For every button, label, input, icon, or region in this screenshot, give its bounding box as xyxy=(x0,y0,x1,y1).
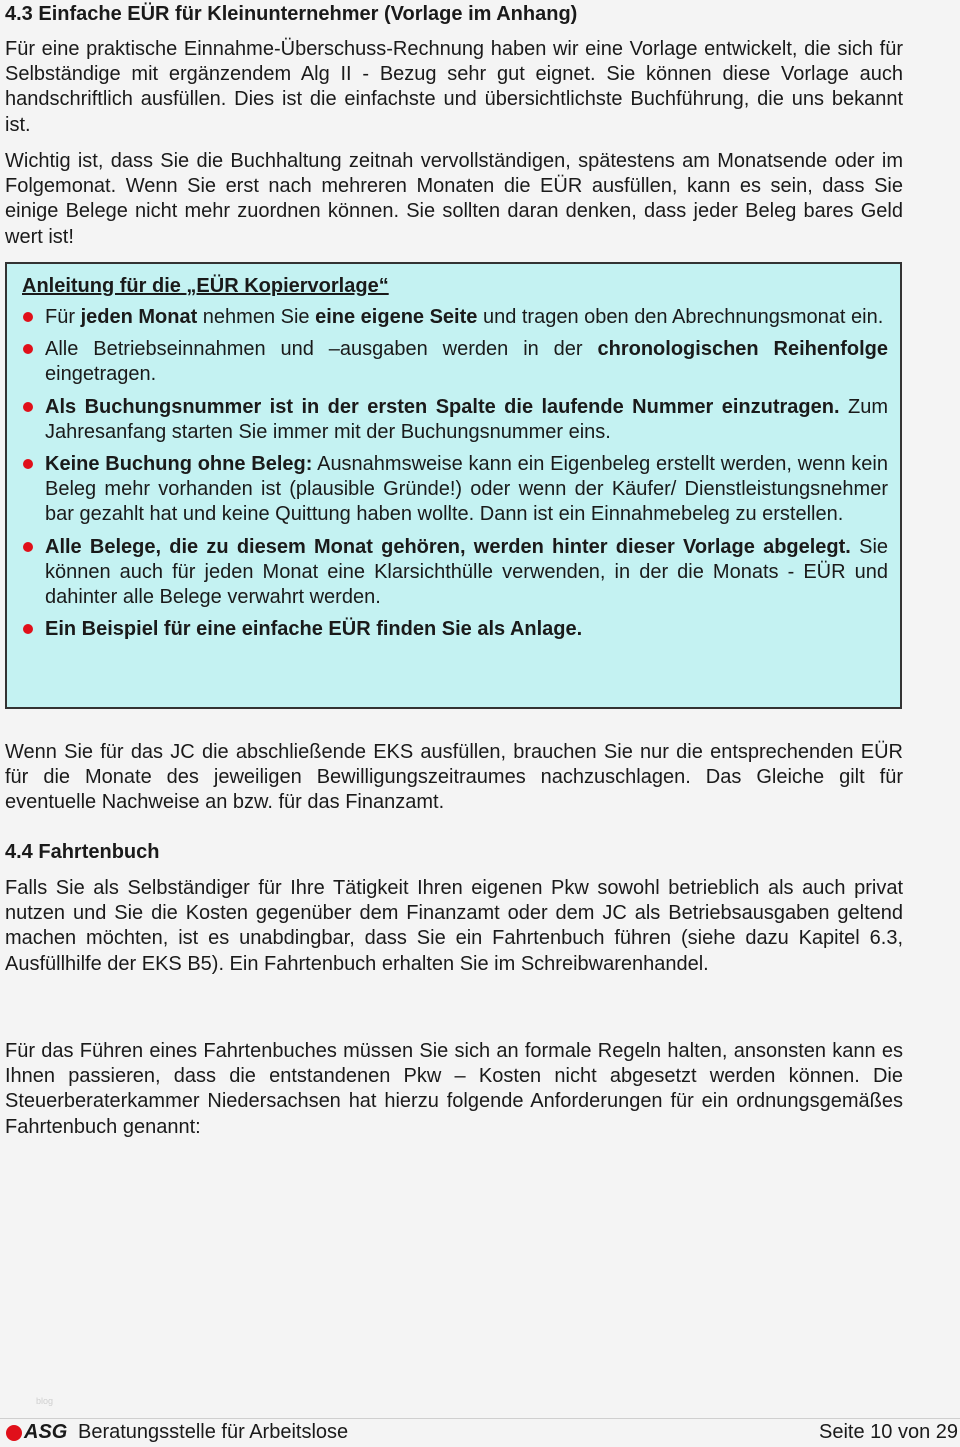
paragraph-eur-intro: Für eine praktische Einnahme-Überschuss-Rechnung haben wir eine Vorlage entwickelt, die sich für Selbständige mit ergänzendem Alg II - Bezug sehr gut eignet. Sie können diese Vorlage auch handschriftlich ausfüllen. Dies ist die einfachste und übersichtlichste Buchführung, die uns bekannt ist. xyxy=(5,38,903,136)
list-item-text: Für xyxy=(45,306,81,328)
watermark-text: blog xyxy=(36,1396,54,1406)
list-item xyxy=(7,535,900,611)
list-item xyxy=(7,395,900,445)
paragraph-eur-timing: Wichtig ist, dass Sie die Buchhaltung zeitnah vervollständigen, spätestens am Monatsende oder im Folgemonat. Wenn Sie erst nach mehreren Monaten die EÜR ausfüllen, kann es sein, dass Sie einige Belege nicht mehr zuordnen können. Sie sollten daran denken, dass jeder Beleg bares Geld wert ist! xyxy=(5,150,903,248)
page-footer xyxy=(0,1420,960,1447)
instruction-box xyxy=(5,262,902,709)
list-item xyxy=(7,305,900,330)
list-item-text: Ausnahmsweise kann ein Eigenbeleg erstellt werden, wenn kein Beleg mehr vorhanden ist (plausible Gründe!) oder wenn der Käufer/ Dienstleistungsnehmer bar gezahlt hat und keine Quittung haben wollte. Dann ist ein Einnahmebeleg zu erstellen. xyxy=(45,453,888,526)
bullet-icon xyxy=(23,624,33,634)
list-item-bold-text: chronologischen Reihenfolge xyxy=(597,338,888,361)
list-item-bold-text: Alle Belege, die zu diesem Monat gehören, werden hinter dieser Vorlage abgelegt. xyxy=(45,535,851,558)
page-number: Seite 10 von 29 xyxy=(819,1421,958,1443)
bullet-icon xyxy=(23,542,33,552)
brand-dot-icon xyxy=(6,1425,22,1441)
footer-brand: ASG xyxy=(24,1421,68,1443)
paragraph-fahrtenbuch-intro: Falls Sie als Selbständiger für Ihre Tätigkeit Ihren eigenen Pkw sowohl betrieblich als auch privat nutzen und Sie die Kosten gegenüber dem Finanzamt oder dem JC als Betriebsausgaben geltend machen möchten, ist es unabdingbar, dass Sie ein Fahrtenbuch führen (siehe dazu Kapitel 6.3, Ausfüllhilfe der EKS B5). Ein Fahrtenbuch erhalten Sie im Schreibwarenhandel. xyxy=(5,877,903,975)
list-item xyxy=(7,617,900,642)
list-item-bold-text: Ein Beispiel für eine einfache EÜR finden Sie als Anlage. xyxy=(45,618,583,641)
paragraph-fahrtenbuch-rules: Für das Führen eines Fahrtenbuches müssen Sie sich an formale Regeln halten, ansonsten kann es Ihnen passieren, dass die entstandenen Pkw – Kosten nicht abgesetzt werden können. Die Steuerberaterkammer Niedersachsen hat hierzu folgende Anforderungen für ein ordnungsgemäßes Fahrtenbuch genannt: xyxy=(5,1040,903,1138)
footer-divider xyxy=(0,1418,960,1419)
section-heading-fahrtenbuch: 4.4 Fahrtenbuch xyxy=(5,841,160,863)
list-item-text: und tragen oben den Abrechnungsmonat ein. xyxy=(477,306,884,328)
list-item-bold-text: Als Buchungsnummer ist in der ersten Spalte die laufende Nummer einzutragen. xyxy=(45,395,840,418)
bullet-icon xyxy=(23,402,33,412)
list-item-text: Zum Jahresanfang starten Sie immer mit der Buchungsnummer eins. xyxy=(45,395,889,443)
list-item-text: Alle Betriebseinnahmen und –ausgaben werden in der xyxy=(45,338,598,361)
bullet-icon xyxy=(23,459,33,469)
list-item xyxy=(7,452,900,528)
list-item-text: Sie können auch für jeden Monat eine Klarsichthülle verwenden, in der die Monats - EÜR und dahinter alle Belege verwahrt werden. xyxy=(45,535,889,609)
list-item-text: eingetragen. xyxy=(45,363,157,386)
bullet-icon xyxy=(23,312,33,322)
instruction-list xyxy=(7,305,900,649)
section-heading-eur: 4.3 Einfache EÜR für Kleinunternehmer (Vorlage im Anhang) xyxy=(5,3,578,25)
footer-organization: Beratungsstelle für Arbeitslose xyxy=(78,1421,349,1443)
list-item-text: nehmen Sie xyxy=(197,306,316,328)
list-item-bold-text: eine eigene Seite xyxy=(315,306,478,328)
list-item xyxy=(7,337,900,387)
instruction-box-title: Anleitung für die „EÜR Kopiervorlage“ xyxy=(22,275,389,297)
list-item-bold-text: jeden Monat xyxy=(80,306,198,328)
list-item-bold-text: Keine Buchung ohne Beleg: xyxy=(45,453,313,476)
paragraph-eks: Wenn Sie für das JC die abschließende EKS ausfüllen, brauchen Sie nur die entsprechenden EÜR für die Monate des jeweiligen Bewilligungszeitraumes nachzuschlagen. Das Gleiche gilt für eventuelle Nachweise an bzw. für das Finanzamt. xyxy=(5,741,903,814)
bullet-icon xyxy=(23,344,33,354)
